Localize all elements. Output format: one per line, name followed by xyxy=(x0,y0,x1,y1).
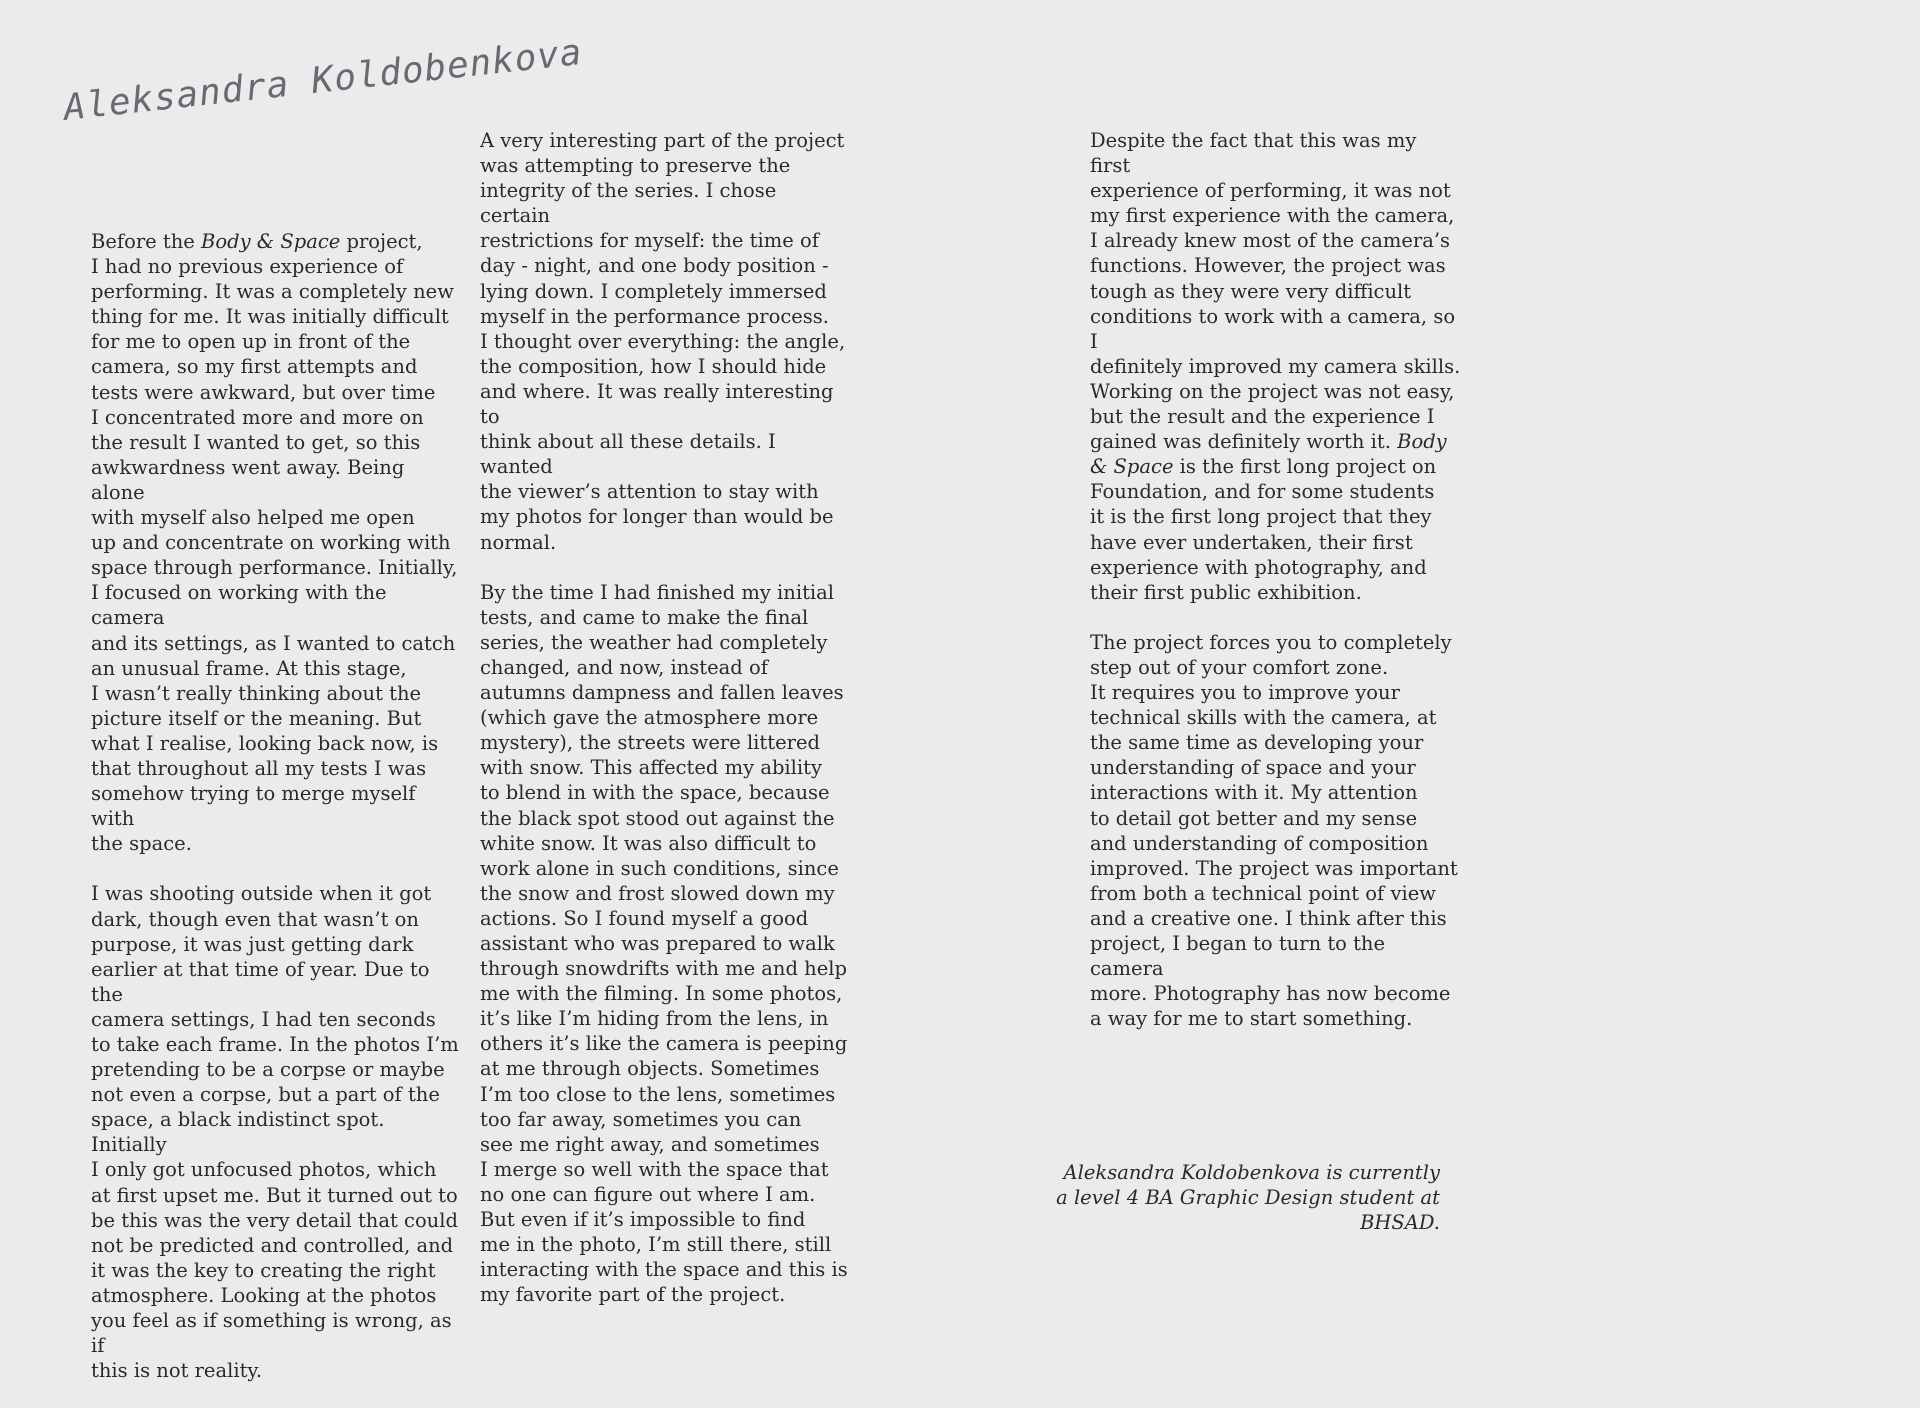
emphasis-text: Body & Space xyxy=(1090,430,1447,479)
text-column-3 xyxy=(1090,128,1462,1056)
paragraph xyxy=(91,229,463,856)
text-span: is the first long project on Foundation, and for some students it is the first long project that they have ever undertaken, their first experience with photography, and their first public exhibition. xyxy=(1090,455,1437,604)
emphasis-text: Body & Space xyxy=(201,230,341,253)
paragraph: By the time I had finished my initial tests, and came to make the final series, the weather had completely changed, and now, instead of autumns dampness and fallen leaves (which gave the atmosphere more mystery), the streets were littered with snow. This affected my ability to blend in with the space, because the black spot stood out against the white snow. It was also difficult to work alone in such conditions, since the snow and frost slowed down my actions. So I found myself a good assistant who was prepared to walk through snowdrifts with me and help me with the filming. In some photos, it’s like I’m hiding from the lens, in others it’s like the camera is peeping at me through objects. Sometimes I’m too close to the lens, sometimes too far away, sometimes you can see me right away, and sometimes I merge so well with the space that no one can figure out where I am. But even if it’s impossible to find me in the photo, I’m still there, still interacting with the space and this is my favorite part of the project. xyxy=(480,580,848,1307)
author-bio: Aleksandra Koldobenkova is currently a level 4 BA Graphic Design student at BHSAD. xyxy=(1056,1161,1440,1235)
text-span: Before the xyxy=(91,230,202,253)
text-span: project, I had no previous experience of performing. It was a completely new thing for me. It was initially difficult for me to open up in front of the camera, so my first attempts and tests were awkward, but over time I concentrated more and more on the result I wanted to get, so this awkwardness went away. Being alone with myself also helped me open up and concentrate on working with space through performance. Initially, I focused on working with the camera and its settings, as I wanted to catch an unusual frame. At this stage, I wasn’t really thinking about the picture itself or the meaning. But what I realise, looking back now, is that throughout all my tests I was somehow trying to merge myself with the space. xyxy=(91,230,458,856)
paragraph xyxy=(1090,128,1462,605)
author-title: Aleksandra Koldobenkova xyxy=(61,31,585,130)
text-column-1 xyxy=(91,229,463,1408)
paragraph: I was shooting outside when it got dark, though even that wasn’t on purpose, it was just getting dark earlier at that time of year. Due to the camera settings, I had ten seconds to take each frame. In the photos I’m pretending to be a corpse or maybe not even a corpse, but a part of the space, a black indistinct spot. Initially I only got unfocused photos, which at first upset me. But it turned out to be this was the very detail that could not be predicted and controlled, and it was the key to creating the right atmosphere. Looking at the photos you feel as if something is wrong, as if this is not reality. xyxy=(91,882,459,1383)
paragraph: The project forces you to completely step out of your comfort zone. It requires you to improve your technical skills with the camera, at the same time as developing your understanding of space and your interactions with it. My attention to detail got better and my sense and understanding of composition improved. The project was important from both a technical point of view and a creative one. I think after this project, I began to turn to the camera more. Photography has now become a way for me to start something. xyxy=(1090,630,1458,1031)
paragraph: A very interesting part of the project was attempting to preserve the integrity of the series. I chose certain restrictions for myself: the time of day - night, and one body position - lying down. I completely immersed myself in the performance process. I thought over everything: the angle, the composition, how I should hide and where. It was really interesting to think about all these details. I wanted the viewer’s attention to stay with my photos for longer than would be normal. xyxy=(480,129,846,554)
text-span: Despite the fact that this was my first experience of performing, it was not my first experience with the camera, I already knew most of the camera’s functions. However, the project was tough as they were very difficult conditions to work with a camera, so I definitely improved my camera skills. Working on the project was not easy, but the result and the experience I gained was definitely worth it. xyxy=(1090,129,1461,454)
text-column-2 xyxy=(480,128,852,1333)
